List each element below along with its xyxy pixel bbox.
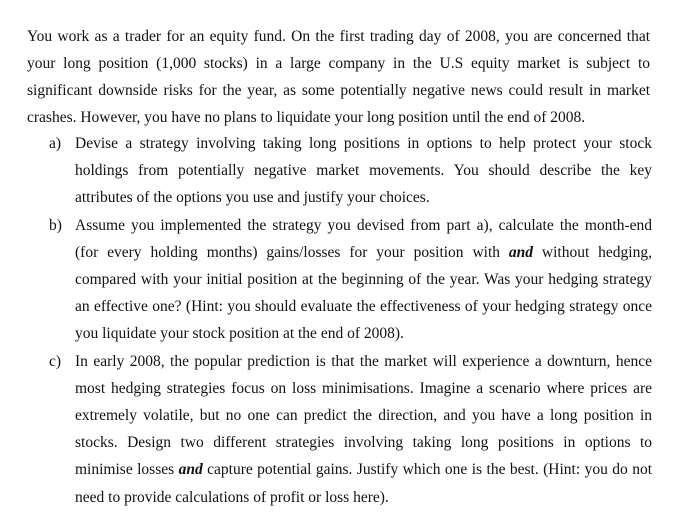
question-b [49,212,652,348]
question-b-text-segment: Assume you implemented the strategy you devised from part a), calculate the month-end (for every holding months) gains/losses for your position with [75,216,652,261]
question-a-text [75,135,652,206]
question-c [49,348,652,511]
question-c-text-segment: In early 2008, the popular prediction is that the market will experience a downturn, hence most hedging strategies focus on loss minimisations. Imagine a scenario where prices are extremely volatile, but no one can predict the direction, and you have a long position in stocks. Design two different strategies involving taking long positions in options to minimise losses [75,352,652,479]
question-b-text-segment: without hedging, compared with your initial position at the beginning of the year. Was your hedging strategy an effective one? (Hint: you should evaluate the effectiveness of your hedging strategy once you liquidate your stock position at the end of 2008). [75,243,652,343]
question-b-emphasis-and: and [508,243,534,261]
question-c-text [75,353,652,506]
question-list [49,130,652,511]
question-b-marker: b) [49,216,62,234]
question-b-text [75,217,652,343]
question-c-emphasis-and: and [178,461,203,479]
question-a-marker: a) [49,135,62,152]
question-c-text-segment: capture potential gains. Justify which one is the best. (Hint: you do not need to provide calculations of profit or loss here). [75,461,653,506]
question-a [49,130,652,212]
question-a-text-segment: Devise a strategy involving taking long positions in options to help protect your stock holdings from potentially negative market movements. You should describe the key attributes of the options you use and justify your choices. [75,135,652,207]
question-c-marker: c) [49,352,62,370]
intro-paragraph: You work as a trader for an equity fund. On the first trading day of 2008, you are concerned that your long position (1,000 stocks) in a large company in the U.S equity market is subject to significant downside risks for the year, as some potentially negative news could result in market crashes. However, you have no plans to liquidate your long position until the end of 2008. [27,27,650,126]
